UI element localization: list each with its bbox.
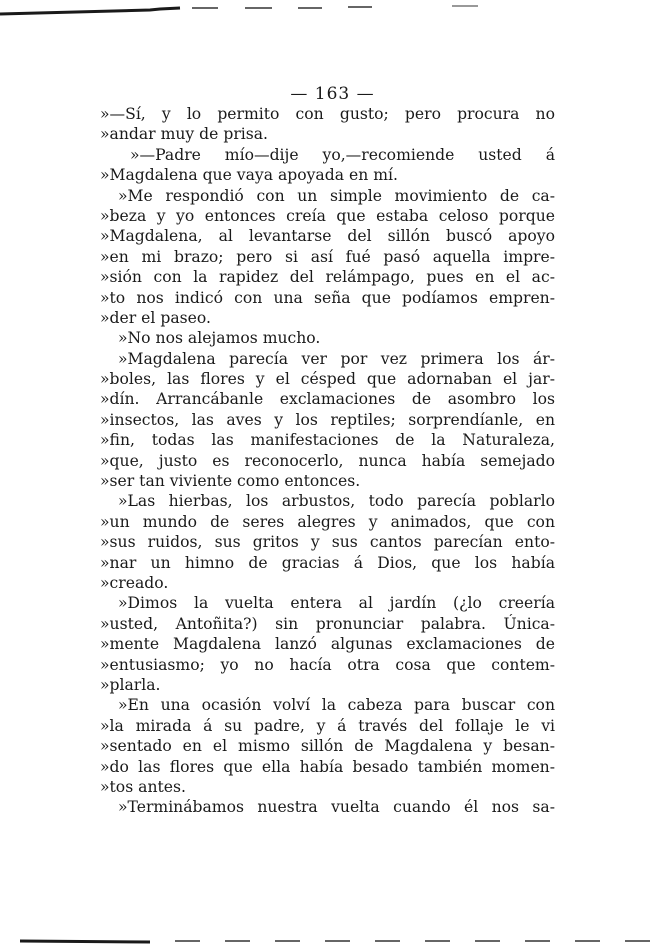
page-number: — 163 — (290, 84, 375, 104)
text-line: »sentado en el mismo sillón de Magdalena y besan- (100, 737, 555, 756)
text-line: »que, justo es reconocerlo, nunca había semejado (100, 451, 555, 470)
text-line: »to nos indicó con una seña que podíamos empren- (100, 288, 555, 307)
text-line: »tos antes. (100, 777, 186, 796)
text-line: »un mundo de seres alegres y animados, que con (100, 512, 555, 531)
text-line: »usted, Antoñita?) sin pronunciar palabra. Única- (100, 614, 555, 633)
text-line: »Magdalena que vaya apoyada en mí. (100, 166, 398, 185)
body-text (100, 104, 555, 818)
text-line: »do las flores que ella había besado también momen- (100, 757, 555, 776)
text-line: »ser tan viviente como entonces. (100, 472, 361, 491)
text-line: »andar muy de prisa. (100, 125, 269, 144)
text-line: »beza y yo entonces creía que estaba celoso porque (100, 206, 555, 225)
text-line: »fin, todas las manifestaciones de la Naturaleza, (100, 431, 555, 450)
text-line: »sión con la rapidez del relámpago, pues en el ac- (100, 268, 555, 287)
text-line: »insectos, las aves y los reptiles; sorprendíanle, en (100, 410, 555, 429)
scan-edge-top (0, 0, 665, 24)
text-line: »Dimos la vuelta entera al jardín (¿lo creería (118, 594, 555, 613)
text-line: »—Sí, y lo permito con gusto; pero procura no (100, 105, 555, 123)
text-line: »—Padre mío—dije yo,—recomiende usted á (130, 145, 555, 164)
text-line: »creado. (100, 573, 169, 592)
text-line: »Magdalena, al levantarse del sillón buscó apoyo (100, 227, 555, 246)
text-line: »En una ocasión volví la cabeza para buscar con (118, 696, 555, 715)
text-line: »en mi brazo; pero si así fué pasó aquella impre- (100, 247, 555, 266)
text-line: »nar un himno de gracias á Dios, que los había (100, 553, 555, 572)
text-line: »Las hierbas, los arbustos, todo parecía poblarlo (118, 492, 555, 511)
text-line: »entusiasmo; yo no hacía otra cosa que contem- (100, 655, 555, 674)
text-line: »la mirada á su padre, y á través del follaje le vi (100, 716, 555, 735)
text-line: »Me respondió con un simple movimiento de ca- (118, 186, 555, 205)
text-line: »No nos alejamos mucho. (118, 329, 321, 348)
text-line: »plarla. (100, 675, 161, 694)
text-line: »dín. Arrancábanle exclamaciones de asombro los (100, 390, 555, 409)
scan-edge-bottom (0, 930, 665, 950)
text-line: »Terminábamos nuestra vuelta cuando él nos sa- (118, 798, 555, 817)
text-line: »sus ruidos, sus gritos y sus cantos parecían ento- (100, 533, 555, 552)
text-line: »mente Magdalena lanzó algunas exclamaciones de (100, 635, 555, 654)
text-line: »boles, las flores y el césped que adornaban el jar- (100, 370, 555, 389)
text-line: »Magdalena parecía ver por vez primera los ár- (118, 349, 555, 368)
text-line: »der el paseo. (100, 308, 211, 327)
